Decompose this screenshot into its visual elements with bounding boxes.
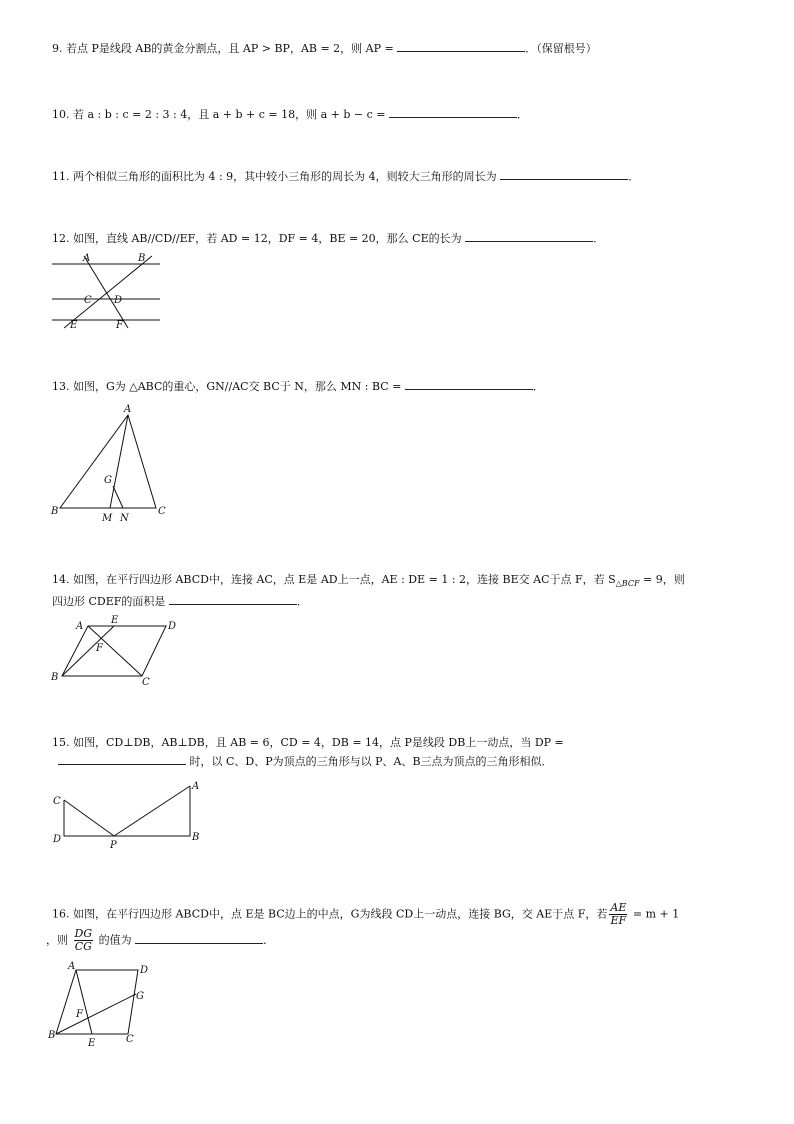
fraction-ae-ef-denominator: EF <box>610 914 627 927</box>
question-11-suffix: ． <box>628 170 640 183</box>
question-12-text: 12. 如图，直线 AB//CD//EF，若 AD = 12，DF = 4，BE = 20，那么 CE的长为 <box>52 232 466 245</box>
fig14-label-e: E <box>111 615 119 626</box>
fig14-label-f: F <box>96 643 103 654</box>
question-10 <box>52 106 528 122</box>
fraction-ae-ef <box>609 902 627 927</box>
answer-blank-9[interactable] <box>397 40 525 52</box>
fig16-label-c: C <box>126 1034 134 1045</box>
question-12-suffix: ． <box>593 232 605 245</box>
question-13 <box>52 378 544 394</box>
question-14-line1: 14. 如图，在平行四边形 ABCD中，连接 AC，点 E是 AD上一点，AE : DE = 1 : 2，连接 BE交 AC于点 F，若 S <box>52 573 616 586</box>
question-9-text: 9. 若点 P是线段 AB的黄金分割点，且 AP > BP，AB = 2，则 AP = <box>52 42 398 55</box>
answer-blank-13[interactable] <box>405 378 533 390</box>
question-14-area-subscript: △BCF <box>615 579 640 589</box>
fig15-label-p: P <box>110 840 117 851</box>
figure-16-parallelogram <box>46 960 166 1050</box>
question-9-suffix: ．（保留根号） <box>525 42 597 55</box>
question-9 <box>52 40 597 56</box>
question-15-line2: 时，以 C、D、P为顶点的三角形与以 P、A、B三点为顶点的三角形相似． <box>186 755 553 768</box>
fig16-label-d: D <box>140 965 149 976</box>
question-12 <box>52 230 604 246</box>
fig12-label-f: F <box>116 320 123 330</box>
question-16-line1-end: = m + 1 <box>629 907 680 921</box>
answer-blank-10[interactable] <box>389 106 517 118</box>
fig12-label-b: B <box>138 253 146 264</box>
fig13-label-g: G <box>104 475 112 486</box>
answer-blank-14[interactable] <box>169 593 297 605</box>
fig16-label-b: B <box>48 1030 56 1041</box>
question-16-suffix: ． <box>263 933 275 947</box>
question-13-text: 13. 如图，G为 △ABC的重心，GN//AC交 BC于 N，那么 MN : BC = <box>52 380 405 393</box>
fig14-label-d: D <box>168 621 177 632</box>
question-16-line1: 16. 如图，在平行四边形 ABCD中，点 E是 BC边上的中点，G为线段 CD上一动点，连接 BG，交 AE于点 F，若 <box>52 907 608 921</box>
fig15-label-c: C <box>53 796 61 807</box>
fig15-label-b: B <box>192 832 200 843</box>
question-15-line1: 15. 如图，CD⊥DB，AB⊥DB，且 AB = 6，CD = 4，DB = 14，点 P是线段 DB上一动点，当 DP = <box>52 736 564 749</box>
question-16-line2: 的值为 <box>95 933 136 947</box>
question-16-line2-pre: ，则 <box>46 933 72 947</box>
fig15-label-a: A <box>192 781 200 792</box>
fig12-label-d: D <box>114 295 123 306</box>
fig14-label-a: A <box>76 621 84 632</box>
fig16-label-f: F <box>76 1009 83 1020</box>
fig12-label-e: E <box>70 320 78 330</box>
figure-14-parallelogram <box>48 612 188 690</box>
fig13-label-m: M <box>102 513 113 524</box>
fig16-label-g: G <box>136 991 144 1002</box>
fig13-label-b: B <box>51 506 59 517</box>
fig13-label-c: C <box>158 506 166 517</box>
fraction-dg-cg <box>74 928 94 953</box>
fig12-label-a: A <box>83 253 91 264</box>
question-10-suffix: ． <box>517 108 529 121</box>
question-13-suffix: ． <box>532 380 544 393</box>
answer-blank-15[interactable] <box>58 753 186 765</box>
question-14 <box>52 572 685 591</box>
fraction-ae-ef-numerator: AE <box>610 901 627 914</box>
answer-blank-11[interactable] <box>500 168 628 180</box>
fig16-label-e: E <box>88 1038 96 1049</box>
fraction-dg-cg-numerator: DG <box>74 927 93 940</box>
question-11-text: 11. 两个相似三角形的面积比为 4 : 9，其中较小三角形的周长为 4，则较大三角形的周长为 <box>52 170 501 183</box>
question-14-cont <box>52 593 308 609</box>
fig13-label-n: N <box>120 513 129 524</box>
figure-13-triangle <box>48 400 178 525</box>
fig14-label-c: C <box>142 677 150 688</box>
question-15 <box>52 735 564 750</box>
question-14-line2: 四边形 CDEF的面积是 <box>52 595 169 608</box>
question-16-cont <box>46 928 274 953</box>
answer-blank-16[interactable] <box>135 932 263 944</box>
question-14-suffix: ． <box>296 595 308 608</box>
answer-blank-12[interactable] <box>465 230 593 242</box>
fig14-label-b: B <box>51 672 59 683</box>
question-11 <box>52 168 639 184</box>
figure-12-parallel-lines <box>48 250 168 330</box>
question-14-line1-end: = 9，则 <box>639 573 685 586</box>
question-15-cont <box>58 753 553 769</box>
fig15-label-d: D <box>53 834 62 845</box>
question-10-text: 10. 若 a : b : c = 2 : 3 : 4，且 a + b + c = 18，则 a + b − c = <box>52 108 390 121</box>
fig12-label-c: C <box>84 295 92 306</box>
fig13-label-a: A <box>124 404 132 415</box>
fraction-dg-cg-denominator: CG <box>74 940 92 953</box>
fig16-label-a: A <box>68 961 76 972</box>
figure-15-right-angles <box>48 776 208 852</box>
question-16 <box>52 902 679 927</box>
